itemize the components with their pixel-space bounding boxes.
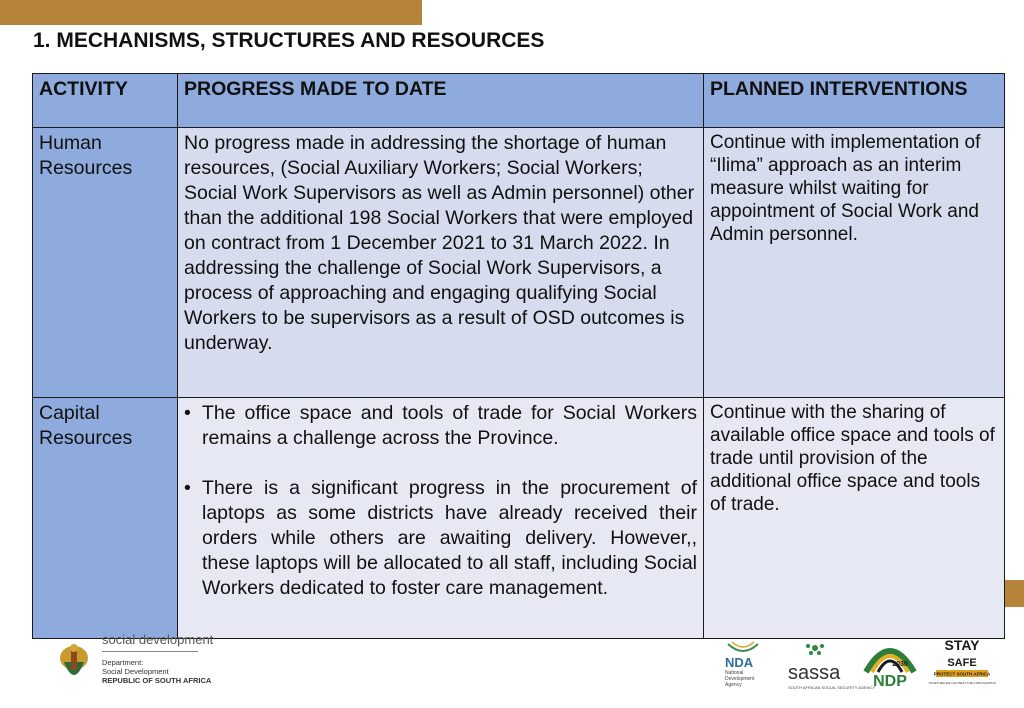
top-accent-bar [0,0,422,25]
ndp-year: 2030 [892,661,908,668]
table-header-row [33,74,1005,128]
sassa-wordmark: sassa [788,662,841,684]
safe-subtitle: PROTECT SOUTH AFRICA [933,671,991,677]
dept-line: Social Development [102,667,169,676]
list-item [184,401,697,451]
progress-cell [178,398,704,639]
header-planned: PLANNED INTERVENTIONS [704,74,1005,128]
dept-divider [102,651,198,652]
bullet-icon: • [184,402,191,424]
department-logo [102,632,213,685]
sassa-emblem-icon [800,638,830,662]
header-activity: ACTIVITY [33,74,178,128]
safe-top-word: STAY [944,637,980,653]
side-accent-tab [1002,580,1024,607]
planned-cell: Continue with implementation of “Ilima” approach as an interim measure whilst waiting for appointment of Social Work and Admin personnel. [704,128,1005,398]
progress-cell: No progress made in addressing the shortage of human resources, (Social Auxiliary Workers; Social Workers; Social Work Supervisors as well as Admin personnel) other than the additional 198 Social Workers that were employed on contract from 1 December 2021 to 31 March 2022. In addressing the challenge of Social Work Supervisors, a process of approaching and engaging qualifying Social Workers to be supervisors as a result of OSD outcomes is underway. [178,128,704,398]
page-title: 1. MECHANISMS, STRUCTURES AND RESOURCES [33,29,545,52]
ndp-wordmark: NDP [873,673,907,690]
list-item [184,476,697,601]
nda-sub-line: Development [725,676,755,682]
table-row [33,128,1005,398]
nda-sub-line: National [725,670,744,676]
nda-subtitle [725,670,754,688]
ndp-2030-logo-icon [862,636,918,688]
planned-cell: Continue with the sharing of available office space and tools of trade until provision of the additional office space and tools of trade. [704,398,1005,639]
progress-bullet-list [184,401,697,601]
bullet-icon: • [184,477,191,499]
dept-line: REPUBLIC OF SOUTH AFRICA [102,676,212,685]
activity-cell: Capital Resources [33,398,178,639]
dept-title: social development [102,632,214,647]
safe-word: SAFE [947,657,977,669]
table-row [33,398,1005,639]
stay-safe-logo-icon [928,636,996,692]
bullet-text: The office space and tools of trade for Social Workers remains a challenge across the Province. [202,402,697,449]
safe-tagline: TOGETHER WE CAN BEAT THE CORONAVIRUS [928,681,996,685]
nda-sub-line: Agency [725,682,742,688]
nda-wordmark: NDA [725,655,754,670]
coat-of-arms-icon [56,640,92,690]
sassa-subtitle: SOUTH AFRICAN SOCIAL SECURITY AGENCY [788,685,876,690]
bullet-text: There is a significant progress in the procurement of laptops as some districts have already received their orders while others are awaiting delivery. However,, these laptops will be allocated to all staff, including Social Workers dedicated to foster care management. [202,477,697,599]
header-progress: PROGRESS MADE TO DATE [178,74,704,128]
activity-cell: Human Resources [33,128,178,398]
dept-line: Department: [102,658,144,667]
mechanisms-table [32,73,1005,639]
